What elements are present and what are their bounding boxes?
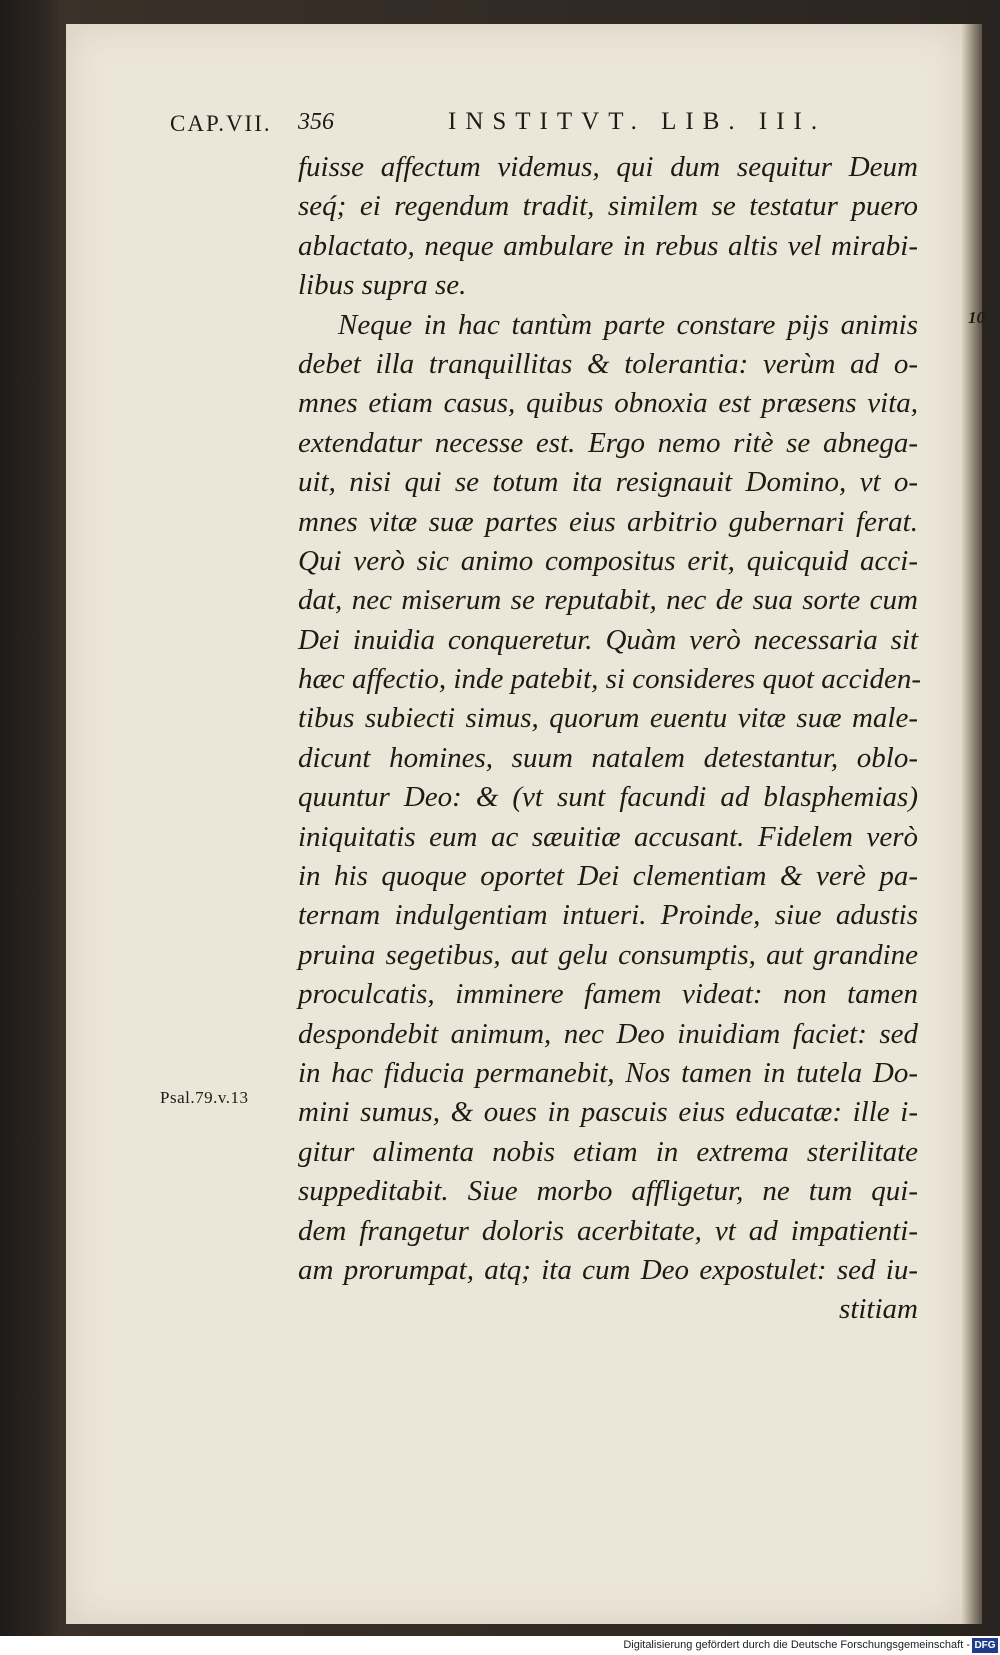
margin-line-number: 10 [968,308,985,327]
dfg-logo-icon: DFG [972,1638,998,1653]
text-line: seq́; ei regendum tradit, similem se testatur puero [298,190,918,223]
text-line: uit, nisi qui se totum ita resignauit Domino, vt o- [298,466,918,499]
page-number: 356 [298,109,334,135]
footer-bar [0,1636,1000,1655]
text-line: hæc affectio, inde patebit, si consideres quot acciden- [298,663,922,696]
text-line: am prorumpat, atq; ita cum Deo expostulet: sed iu- [298,1253,918,1286]
text-line: extendatur necesse est. Ergo nemo ritè se abnega- [298,426,918,459]
running-title: INSTITVT. LIB. III. [448,108,827,135]
text-line: tibus subiecti simus, quorum euentu vitæ suæ male- [298,702,918,735]
text-line: mnes vitæ suæ partes eius arbitrio gubernari ferat. [298,505,918,538]
text-line: debet illa tranquillitas & tolerantia: verùm ad o- [298,347,918,380]
text-line: quuntur Deo: & (vt sunt facundi ad blasphemias) [298,781,918,814]
text-line: gitur alimenta nobis etiam in extrema sterilitate [298,1135,918,1168]
text-line: ternam indulgentiam intueri. Proinde, siue adustis [298,899,918,932]
text-line: ablactato, neque ambulare in rebus altis vel mirabi- [298,229,918,262]
text-line: in his quoque oportet Dei clementiam & verè pa- [298,860,918,893]
body-text [298,148,922,1330]
text-line: dicunt homines, suum natalem detestantur, oblo- [298,741,918,774]
text-line: iniquitatis eum ac sæuitiæ accusant. Fidelem verò [298,820,918,853]
text-line: Qui verò sic animo compositus erit, quicquid acci- [298,544,918,577]
text-line: libus supra se. [298,269,467,302]
text-line: Dei inuidia conqueretur. Quàm verò necessaria sit [298,623,918,656]
text-line: fuisse affectum videmus, qui dum sequitur Deum [298,151,918,183]
text-line: mnes etiam casus, quibus obnoxia est præsens vita, [298,387,918,420]
text-line: Neque in hac tantùm parte constare pijs animis [338,308,918,341]
page-edge [962,24,982,1624]
text-line: dem frangetur doloris acerbitate, vt ad impatienti- [298,1214,918,1247]
text-line: dat, nec miserum se reputabit, nec de sua sorte cum [298,584,918,617]
text-line: mini sumus, & oues in pascuis eius educatæ: ille i- [298,1096,918,1129]
chapter-label: CAP.VII. [170,111,272,136]
running-header [170,105,910,145]
text-line: suppeditabit. Siue morbo affligetur, ne tum qui- [298,1175,918,1208]
text-line: in hac fiducia permanebit, Nos tamen in tutela Do- [298,1056,918,1089]
footer-credit: Digitalisierung gefördert durch die Deutsche Forschungsgemeinschaft - [623,1639,970,1651]
text-line: proculcatis, imminere famem videat: non tamen [298,978,918,1011]
text-line: despondebit animum, nec Deo inuidiam faciet: sed [298,1017,918,1050]
text-line: pruina segetibus, aut gelu consumptis, aut grandine [298,938,918,971]
catchword: stitiam [839,1293,918,1326]
scripture-reference: Psal.79.v.13 [160,1088,249,1107]
